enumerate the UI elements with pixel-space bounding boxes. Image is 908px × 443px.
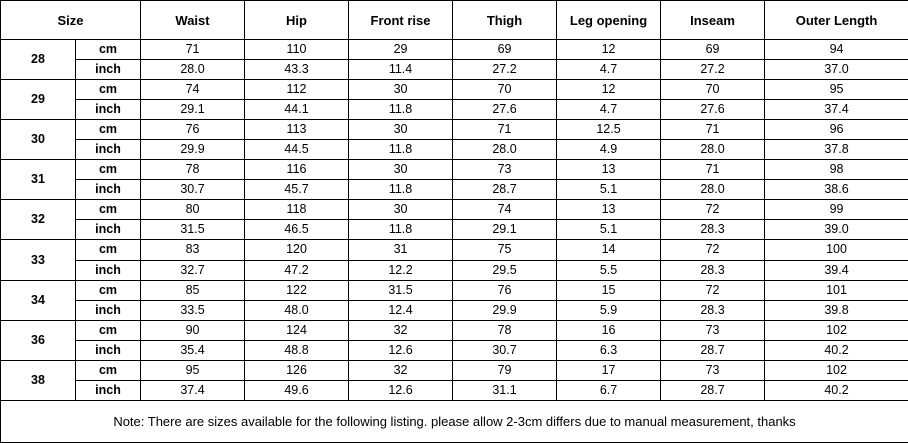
measurement-cell: 29.9: [141, 140, 245, 160]
table-row: [1, 100, 908, 120]
measurement-cell: 12.5: [557, 120, 661, 140]
measurement-cell: 116: [245, 160, 349, 180]
measurement-cell: 28.0: [661, 180, 765, 200]
unit-label: cm: [76, 120, 141, 140]
measurement-cell: 78: [141, 160, 245, 180]
unit-label: cm: [76, 240, 141, 260]
measurement-cell: 73: [661, 360, 765, 380]
table-row: [1, 80, 908, 100]
measurement-cell: 31.5: [141, 220, 245, 240]
measurement-cell: 71: [453, 120, 557, 140]
unit-label: cm: [76, 40, 141, 60]
measurement-cell: 4.7: [557, 60, 661, 80]
measurement-cell: 40.2: [765, 380, 908, 400]
measurement-cell: 95: [765, 80, 908, 100]
measurement-cell: 44.1: [245, 100, 349, 120]
unit-label: cm: [76, 160, 141, 180]
table-row: [1, 120, 908, 140]
table-row: [1, 140, 908, 160]
measurement-cell: 39.8: [765, 300, 908, 320]
measurement-cell: 11.8: [349, 100, 453, 120]
table-row: [1, 320, 908, 340]
measurement-cell: 28.0: [661, 140, 765, 160]
table-row: [1, 220, 908, 240]
measurement-cell: 85: [141, 280, 245, 300]
unit-label: cm: [76, 320, 141, 340]
table-row: [1, 180, 908, 200]
measurement-cell: 37.4: [141, 380, 245, 400]
measurement-cell: 124: [245, 320, 349, 340]
header-waist: Waist: [141, 1, 245, 40]
measurement-cell: 100: [765, 240, 908, 260]
measurement-cell: 80: [141, 200, 245, 220]
unit-label: inch: [76, 260, 141, 280]
table-row: [1, 260, 908, 280]
size-label: 36: [1, 320, 76, 360]
table-row: [1, 160, 908, 180]
measurement-cell: 27.6: [453, 100, 557, 120]
measurement-cell: 79: [453, 360, 557, 380]
measurement-cell: 29: [349, 40, 453, 60]
measurement-cell: 69: [453, 40, 557, 60]
measurement-cell: 39.0: [765, 220, 908, 240]
measurement-cell: 72: [661, 280, 765, 300]
measurement-cell: 31.1: [453, 380, 557, 400]
measurement-cell: 44.5: [245, 140, 349, 160]
measurement-cell: 37.8: [765, 140, 908, 160]
table-row: [1, 200, 908, 220]
measurement-cell: 70: [453, 80, 557, 100]
measurement-cell: 11.8: [349, 140, 453, 160]
measurement-cell: 71: [661, 120, 765, 140]
measurement-cell: 5.1: [557, 220, 661, 240]
measurement-cell: 112: [245, 80, 349, 100]
measurement-cell: 27.6: [661, 100, 765, 120]
measurement-cell: 28.0: [141, 60, 245, 80]
table-row: [1, 240, 908, 260]
measurement-cell: 83: [141, 240, 245, 260]
measurement-cell: 29.1: [453, 220, 557, 240]
table-row: [1, 340, 908, 360]
note-row: [1, 401, 908, 443]
measurement-cell: 15: [557, 280, 661, 300]
measurement-cell: 31: [349, 240, 453, 260]
measurement-cell: 38.6: [765, 180, 908, 200]
measurement-cell: 30.7: [141, 180, 245, 200]
measurement-cell: 73: [453, 160, 557, 180]
measurement-cell: 101: [765, 280, 908, 300]
measurement-cell: 47.2: [245, 260, 349, 280]
header-outer-length: Outer Length: [765, 1, 908, 40]
measurement-cell: 12.2: [349, 260, 453, 280]
unit-label: inch: [76, 340, 141, 360]
table-row: [1, 40, 908, 60]
measurement-cell: 90: [141, 320, 245, 340]
measurement-cell: 120: [245, 240, 349, 260]
size-label: 31: [1, 160, 76, 200]
measurement-cell: 102: [765, 320, 908, 340]
table-row: [1, 360, 908, 380]
measurement-cell: 11.8: [349, 220, 453, 240]
table-row: [1, 380, 908, 400]
measurement-cell: 5.1: [557, 180, 661, 200]
measurement-cell: 95: [141, 360, 245, 380]
measurement-cell: 110: [245, 40, 349, 60]
measurement-cell: 4.7: [557, 100, 661, 120]
measurement-cell: 35.4: [141, 340, 245, 360]
size-label: 32: [1, 200, 76, 240]
measurement-cell: 27.2: [453, 60, 557, 80]
note-text: Note: There are sizes available for the following listing. please allow 2-3cm differs due to manual measurement, thanks: [1, 401, 908, 443]
header-size: Size: [1, 1, 141, 40]
unit-label: cm: [76, 280, 141, 300]
unit-label: inch: [76, 380, 141, 400]
measurement-cell: 45.7: [245, 180, 349, 200]
measurement-cell: 76: [453, 280, 557, 300]
unit-label: inch: [76, 180, 141, 200]
size-label: 28: [1, 40, 76, 80]
measurement-cell: 12.6: [349, 340, 453, 360]
measurement-cell: 37.4: [765, 100, 908, 120]
measurement-cell: 30: [349, 160, 453, 180]
measurement-cell: 46.5: [245, 220, 349, 240]
measurement-cell: 12.4: [349, 300, 453, 320]
measurement-cell: 39.4: [765, 260, 908, 280]
measurement-cell: 11.8: [349, 180, 453, 200]
header-leg-opening: Leg opening: [557, 1, 661, 40]
measurement-cell: 30.7: [453, 340, 557, 360]
header-front-rise: Front rise: [349, 1, 453, 40]
measurement-cell: 102: [765, 360, 908, 380]
measurement-cell: 69: [661, 40, 765, 60]
measurement-cell: 17: [557, 360, 661, 380]
measurement-cell: 16: [557, 320, 661, 340]
measurement-cell: 30: [349, 80, 453, 100]
measurement-cell: 28.7: [453, 180, 557, 200]
size-rows: [1, 40, 908, 401]
measurement-cell: 28.7: [661, 380, 765, 400]
measurement-cell: 32.7: [141, 260, 245, 280]
measurement-cell: 71: [661, 160, 765, 180]
header-inseam: Inseam: [661, 1, 765, 40]
measurement-cell: 33.5: [141, 300, 245, 320]
measurement-cell: 28.0: [453, 140, 557, 160]
unit-label: cm: [76, 200, 141, 220]
measurement-cell: 30: [349, 200, 453, 220]
measurement-cell: 72: [661, 200, 765, 220]
table-row: [1, 60, 908, 80]
unit-label: cm: [76, 360, 141, 380]
measurement-cell: 28.3: [661, 260, 765, 280]
measurement-cell: 96: [765, 120, 908, 140]
measurement-cell: 29.9: [453, 300, 557, 320]
measurement-cell: 48.0: [245, 300, 349, 320]
measurement-cell: 13: [557, 160, 661, 180]
measurement-cell: 122: [245, 280, 349, 300]
unit-label: inch: [76, 100, 141, 120]
measurement-cell: 29.1: [141, 100, 245, 120]
measurement-cell: 5.5: [557, 260, 661, 280]
measurement-cell: 118: [245, 200, 349, 220]
table-row: [1, 300, 908, 320]
unit-label: inch: [76, 300, 141, 320]
measurement-cell: 12: [557, 40, 661, 60]
measurement-cell: 4.9: [557, 140, 661, 160]
measurement-cell: 14: [557, 240, 661, 260]
unit-label: cm: [76, 80, 141, 100]
unit-label: inch: [76, 140, 141, 160]
measurement-cell: 74: [453, 200, 557, 220]
measurement-cell: 126: [245, 360, 349, 380]
measurement-cell: 94: [765, 40, 908, 60]
measurement-cell: 13: [557, 200, 661, 220]
measurement-cell: 49.6: [245, 380, 349, 400]
measurement-cell: 28.7: [661, 340, 765, 360]
size-label: 30: [1, 120, 76, 160]
measurement-cell: 12: [557, 80, 661, 100]
measurement-cell: 11.4: [349, 60, 453, 80]
size-label: 38: [1, 360, 76, 400]
measurement-cell: 70: [661, 80, 765, 100]
measurement-cell: 6.3: [557, 340, 661, 360]
header-row: [1, 1, 908, 40]
measurement-cell: 75: [453, 240, 557, 260]
measurement-cell: 40.2: [765, 340, 908, 360]
measurement-cell: 98: [765, 160, 908, 180]
measurement-cell: 73: [661, 320, 765, 340]
measurement-cell: 113: [245, 120, 349, 140]
measurement-cell: 32: [349, 360, 453, 380]
measurement-cell: 31.5: [349, 280, 453, 300]
measurement-cell: 37.0: [765, 60, 908, 80]
measurement-cell: 28.3: [661, 300, 765, 320]
measurement-cell: 29.5: [453, 260, 557, 280]
size-label: 34: [1, 280, 76, 320]
size-label: 29: [1, 80, 76, 120]
measurement-cell: 48.8: [245, 340, 349, 360]
measurement-cell: 27.2: [661, 60, 765, 80]
measurement-cell: 43.3: [245, 60, 349, 80]
measurement-cell: 30: [349, 120, 453, 140]
measurement-cell: 32: [349, 320, 453, 340]
measurement-cell: 12.6: [349, 380, 453, 400]
measurement-cell: 71: [141, 40, 245, 60]
measurement-cell: 76: [141, 120, 245, 140]
size-label: 33: [1, 240, 76, 280]
measurement-cell: 28.3: [661, 220, 765, 240]
measurement-cell: 6.7: [557, 380, 661, 400]
measurement-cell: 5.9: [557, 300, 661, 320]
unit-label: inch: [76, 60, 141, 80]
header-thigh: Thigh: [453, 1, 557, 40]
table-row: [1, 280, 908, 300]
header-hip: Hip: [245, 1, 349, 40]
unit-label: inch: [76, 220, 141, 240]
measurement-cell: 78: [453, 320, 557, 340]
measurement-cell: 72: [661, 240, 765, 260]
measurement-cell: 99: [765, 200, 908, 220]
measurement-cell: 74: [141, 80, 245, 100]
